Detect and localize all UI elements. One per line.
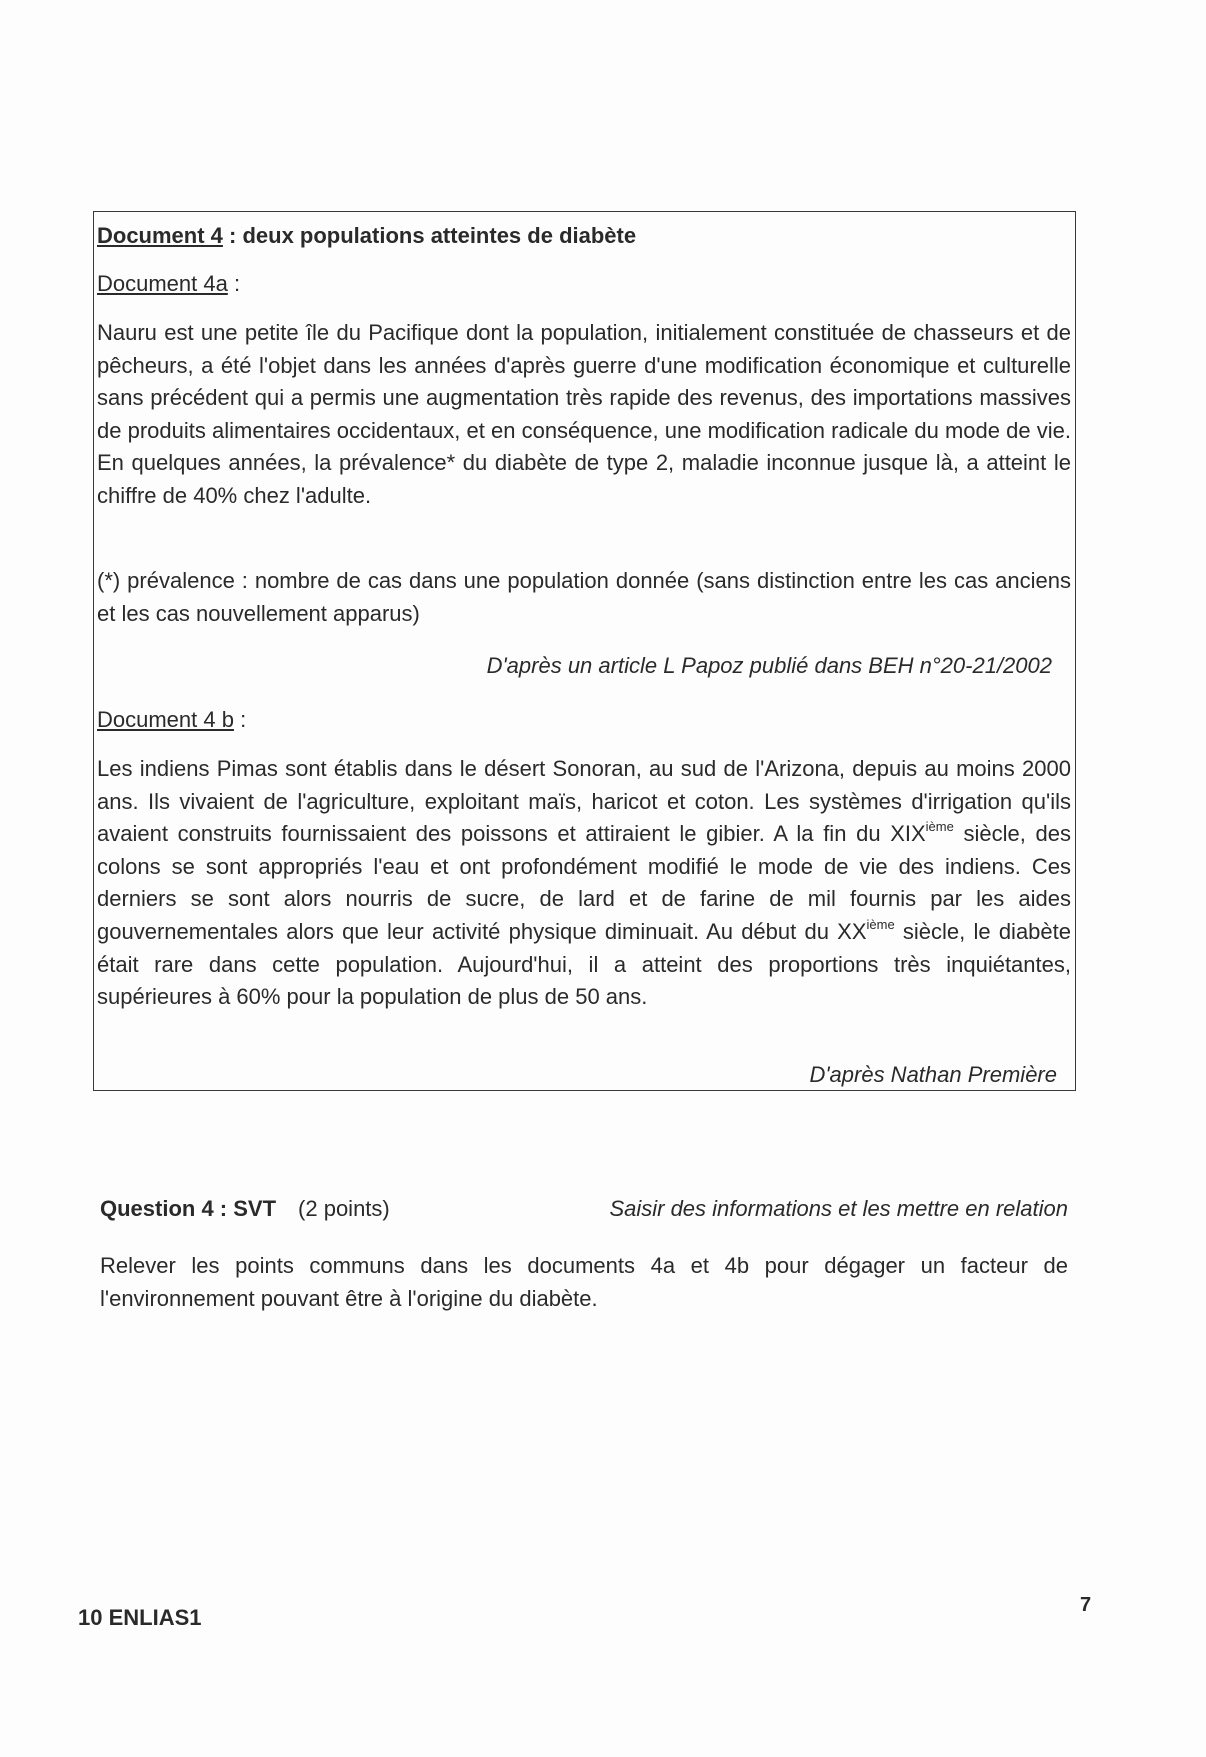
question-points: (2 points): [298, 1196, 390, 1221]
exam-code: 10 ENLIAS1: [78, 1605, 202, 1630]
document-title: Document 4 : deux populations atteintes de diabète: [97, 223, 637, 248]
doc-4a-footnote: (*) prévalence : nombre de cas dans une population donnée (sans distinction entre les cas anciens et les cas nouvellement apparus): [97, 568, 1071, 626]
doc-4a-source: D'après un article L Papoz publié dans BEH n°20-21/2002: [486, 653, 1052, 678]
question-title: Question 4 : SVT: [100, 1196, 277, 1221]
doc-4a-paragraph: Nauru est une petite île du Pacifique dont la population, initialement constituée de chasseurs et de pêcheurs, a été l'objet dans les années d'après guerre d'une modification économique et culturelle sans précédent qui a permis une augmentation très rapide des revenus, des importations massives de produits alimentaires occidentaux, et en conséquence, une modification radicale du mode de vie. En quelques années, la prévalence* du diabète de type 2, maladie inconnue jusque là, a atteint le chiffre de 40% chez l'adulte.: [97, 320, 1071, 508]
question-skill: Saisir des informations et les mettre en relation: [609, 1196, 1068, 1221]
document-4-box: [93, 211, 1076, 1091]
doc-4b-label: Document 4 b :: [97, 707, 247, 732]
page-number: 7: [1080, 1594, 1092, 1616]
question-text: Relever les points communs dans les documents 4a et 4b pour dégager un facteur de l'environnement pouvant être à l'origine du diabète.: [100, 1253, 1068, 1311]
doc-4b-source: D'après Nathan Première: [809, 1062, 1057, 1087]
doc-4b-paragraph: Les indiens Pimas sont établis dans le désert Sonoran, au sud de l'Arizona, depuis au moins 2000 ans. Ils vivaient de l'agriculture, exploitant maïs, haricot et coton. Les systèmes d'irrigation qu'ils avaient construits fournissaient des poissons et attiraient le gibier. A la fin du XIXième siècle, des colons se sont appropriés l'eau et ont profondément modifié le mode de vie des indiens. Ces derniers se sont alors nourris de sucre, de lard et de farine de mil fournis par les aides gouvernementales alors que leur activité physique diminuait. Au début du XXième siècle, le diabète était rare dans cette population. Aujourd'hui, il a atteint des proportions très inquiétantes, supérieures à 60% pour la population de plus de 50 ans.: [97, 756, 1071, 1010]
question-header: [100, 1196, 1068, 1222]
doc-4a-label: Document 4a :: [97, 271, 241, 296]
